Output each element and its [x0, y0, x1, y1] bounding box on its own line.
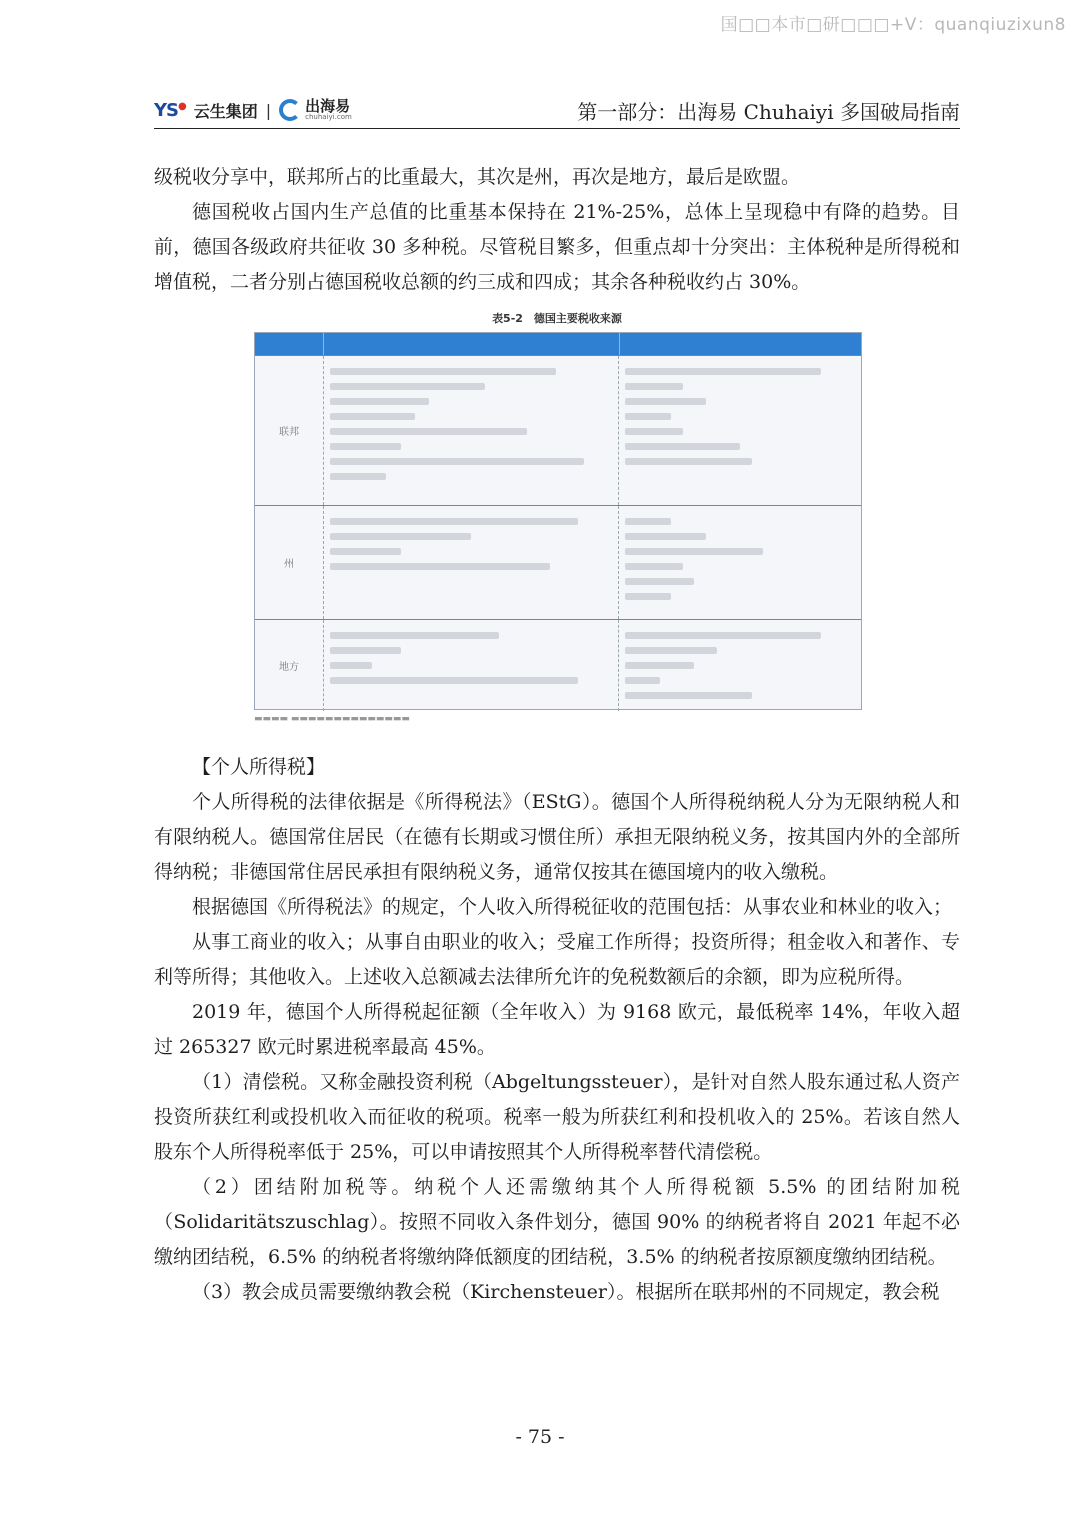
- table-cell-blurred: [618, 356, 861, 505]
- table-cell-blurred: [323, 506, 618, 619]
- table-cell-blurred: [618, 506, 861, 619]
- page-content: [154, 160, 960, 1310]
- page-number: - 75 -: [515, 1426, 565, 1448]
- paragraph: （1）清偿税。又称金融投资利税（Abgeltungssteuer），是针对自然人股东通过私人资产投资所获红利或投机收入而征收的税项。税率一般为所获红利和投机收入的 25%。若该自然人股东个人所得税率低于 25%，可以申请按照其个人所得税率替代清偿税。: [154, 1071, 960, 1163]
- table-header-cell: [323, 333, 619, 355]
- chuhaiyi-logo-icon: [279, 99, 301, 121]
- ys-logo-mark: YS: [154, 99, 178, 121]
- paragraph: 个人所得税的法律依据是《所得税法》（EStG）。德国个人所得税纳税人分为无限纳税人和有限纳税人。德国常住居民（在德有长期或习惯住所）承担无限纳税义务，按其国内外的全部所得纳税；非德国常住居民承担有限纳税义务，通常仅按其在德国境内的收入缴税。: [154, 791, 960, 883]
- table-cell-blurred: [323, 620, 618, 711]
- table-header-cell: [619, 333, 861, 355]
- page-header: [154, 92, 960, 129]
- paragraph: 德国税收占国内生产总值的比重基本保持在 21%-25%，总体上呈现稳中有降的趋势。目前，德国各级政府共征收 30 多种税。尽管税目繁多，但重点却十分突出：主体税种是所得税和增值税，二者分别占德国税收总额的约三成和四成；其余各种税收约占 30%。: [154, 201, 960, 293]
- ys-company-name: 云生集团: [193, 101, 258, 121]
- paragraph: 级税收分享中，联邦所占的比重最大，其次是州，再次是地方，最后是欧盟。: [154, 166, 801, 188]
- header-logo-separator: |: [265, 100, 272, 120]
- watermark-text: 国□□本市□研□□□+V：quanqiuzixun8: [720, 15, 1066, 35]
- section-heading: 【个人所得税】: [192, 756, 326, 778]
- table-row: [255, 505, 861, 619]
- header-title: 第一部分：出海易 Chuhaiyi 多国破局指南: [577, 99, 960, 124]
- figure-source-blurred: ▬▬▬▬ ▬▬▬▬▬▬▬▬▬▬▬▬▬▬: [254, 714, 410, 724]
- figure-caption: 表5-2 德国主要税收来源: [492, 312, 622, 325]
- paragraph: 从事工商业的收入；从事自由职业的收入；受雇工作所得；投资所得；租金收入和著作、专利等所得；其他收入。上述收入总额减去法律所允许的免税数额后的余额，即为应税所得。: [154, 931, 960, 988]
- paragraph: （2）团结附加税等。纳税个人还需缴纳其个人所得税额 5.5% 的团结附加税（Solidaritätszuschlag）。按照不同收入条件划分，德国 90% 的纳税者将自 2021 年起不必缴纳团结税，6.5% 的纳税者将缴纳降低额度的团结税，3.5% 的纳税者按原额度缴纳团结税。: [154, 1176, 960, 1268]
- chuhaiyi-name: 出海易: [305, 97, 351, 115]
- table-level-cell: 联邦: [279, 427, 299, 438]
- paragraph: 2019 年，德国个人所得税起征额（全年收入）为 9168 欧元，最低税率 14%，年收入超过 265327 欧元时累进税率最高 45%。: [154, 1001, 960, 1058]
- ys-logo: [154, 100, 186, 121]
- ys-logo-dot: ●: [178, 100, 186, 112]
- tax-source-table-image: [254, 332, 862, 710]
- tax-source-figure: [154, 310, 960, 740]
- paragraph: 根据德国《所得税法》的规定，个人收入所得税征收的范围包括：从事农业和林业的收入；: [192, 896, 953, 918]
- table-cell-blurred: [618, 620, 861, 711]
- chuhaiyi-logo: [279, 99, 352, 121]
- table-level-cell: 地方: [279, 662, 299, 673]
- table-cell-blurred: [323, 356, 618, 505]
- table-row: [255, 355, 861, 505]
- chuhaiyi-url: chuhaiyi.com: [305, 113, 352, 121]
- paragraph: （3）教会成员需要缴纳教会税（Kirchensteuer）。根据所在联邦州的不同规定，教会税: [192, 1281, 940, 1303]
- table-level-cell: 州: [284, 559, 294, 570]
- table-header-cell: [255, 333, 323, 355]
- table-header: [255, 333, 861, 355]
- table-row: [255, 619, 861, 711]
- header-logos: [154, 99, 352, 122]
